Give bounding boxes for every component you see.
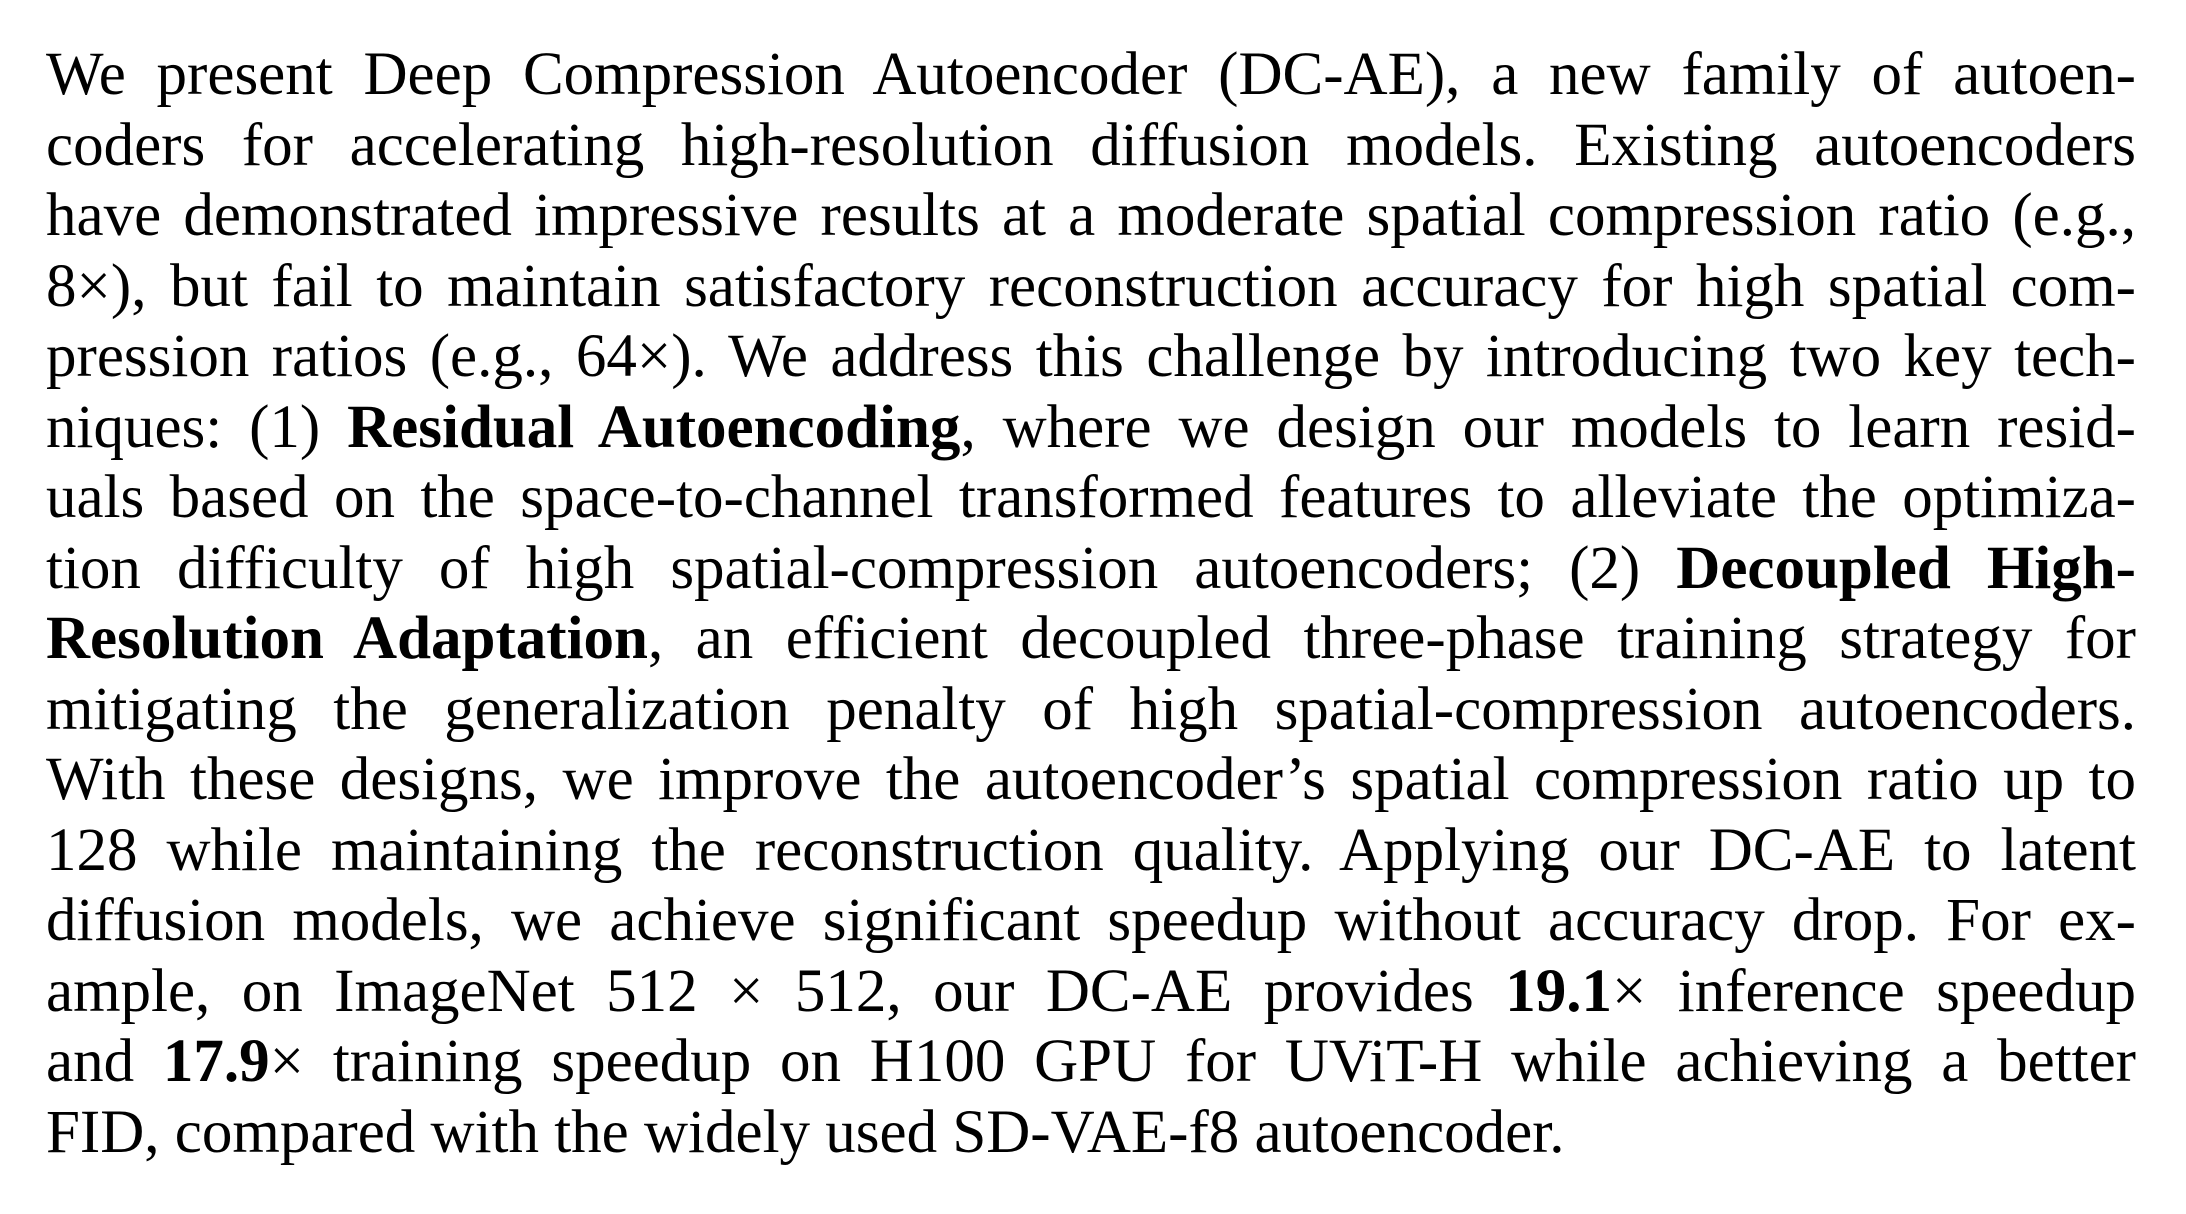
bold-term: Residual Autoencoding [347,393,961,461]
abstract-line [46,745,2136,816]
abstract-line [46,675,2136,746]
abstract-line [46,463,2136,534]
text-run: 128 while maintaining the reconstruction quality. Applying our DC-AE to latent [46,816,2136,884]
abstract-line [46,604,2136,675]
abstract-line [46,886,2136,957]
abstract-line [46,393,2136,464]
abstract-line [46,252,2136,323]
bold-term: Decoupled High- [1676,534,2136,602]
text-run: ample, on ImageNet 512 × 512, our DC-AE provides [46,957,1506,1025]
text-run: tion difficulty of high spatial-compression autoencoders; (2) [46,534,1677,602]
text-run: mitigating the generalization penalty of high spatial-compression autoencoders. [46,675,2136,743]
bold-term: Resolution Adaptation [46,605,648,672]
abstract-line [46,816,2136,887]
text-run: We present Deep Compression Autoencoder (DC-AE), a new family of autoen- [46,41,2136,108]
text-run: , an efficient decoupled three-phase training strategy for [647,605,2136,672]
text-run: With these designs, we improve the autoencoder’s spatial compression ratio up to [46,746,2136,813]
abstract-line [46,40,2136,111]
abstract-line [46,322,2136,393]
bold-term: 17.9 [162,1028,270,1095]
abstract-line [46,111,2136,182]
text-run: × training speedup on H100 GPU for UViT-H while achieving a better [269,1028,2136,1095]
text-run: diffusion models, we achieve significant speedup without accuracy drop. For ex- [46,887,2136,954]
text-run: uals based on the space-to-channel transformed features to alleviate the optimiza- [46,464,2136,531]
abstract-line [46,1098,2136,1169]
abstract-line [46,534,2136,605]
text-run: and [46,1028,163,1095]
text-run: coders for accelerating high-resolution diffusion models. Existing autoencoders [46,111,2136,179]
text-run: × inference speedup [1611,957,2136,1025]
text-run: niques: (1) [46,393,348,461]
abstract-paragraph [46,40,2136,1168]
abstract-line [46,1027,2136,1098]
text-run: pression ratios (e.g., 64×). We address this challenge by introducing two key tech- [46,323,2136,390]
text-run: 8×), but fail to maintain satisfactory reconstruction accuracy for high spatial com- [46,252,2136,320]
bold-term: 19.1 [1505,957,1612,1025]
abstract-line [46,957,2136,1028]
text-run: , where we design our models to learn resid- [960,393,2136,461]
text-run: FID, compared with the widely used SD-VAE-f8 autoencoder. [46,1098,1565,1166]
text-run: have demonstrated impressive results at a moderate spatial compression ratio (e.g., [46,182,2136,249]
abstract-line [46,181,2136,252]
